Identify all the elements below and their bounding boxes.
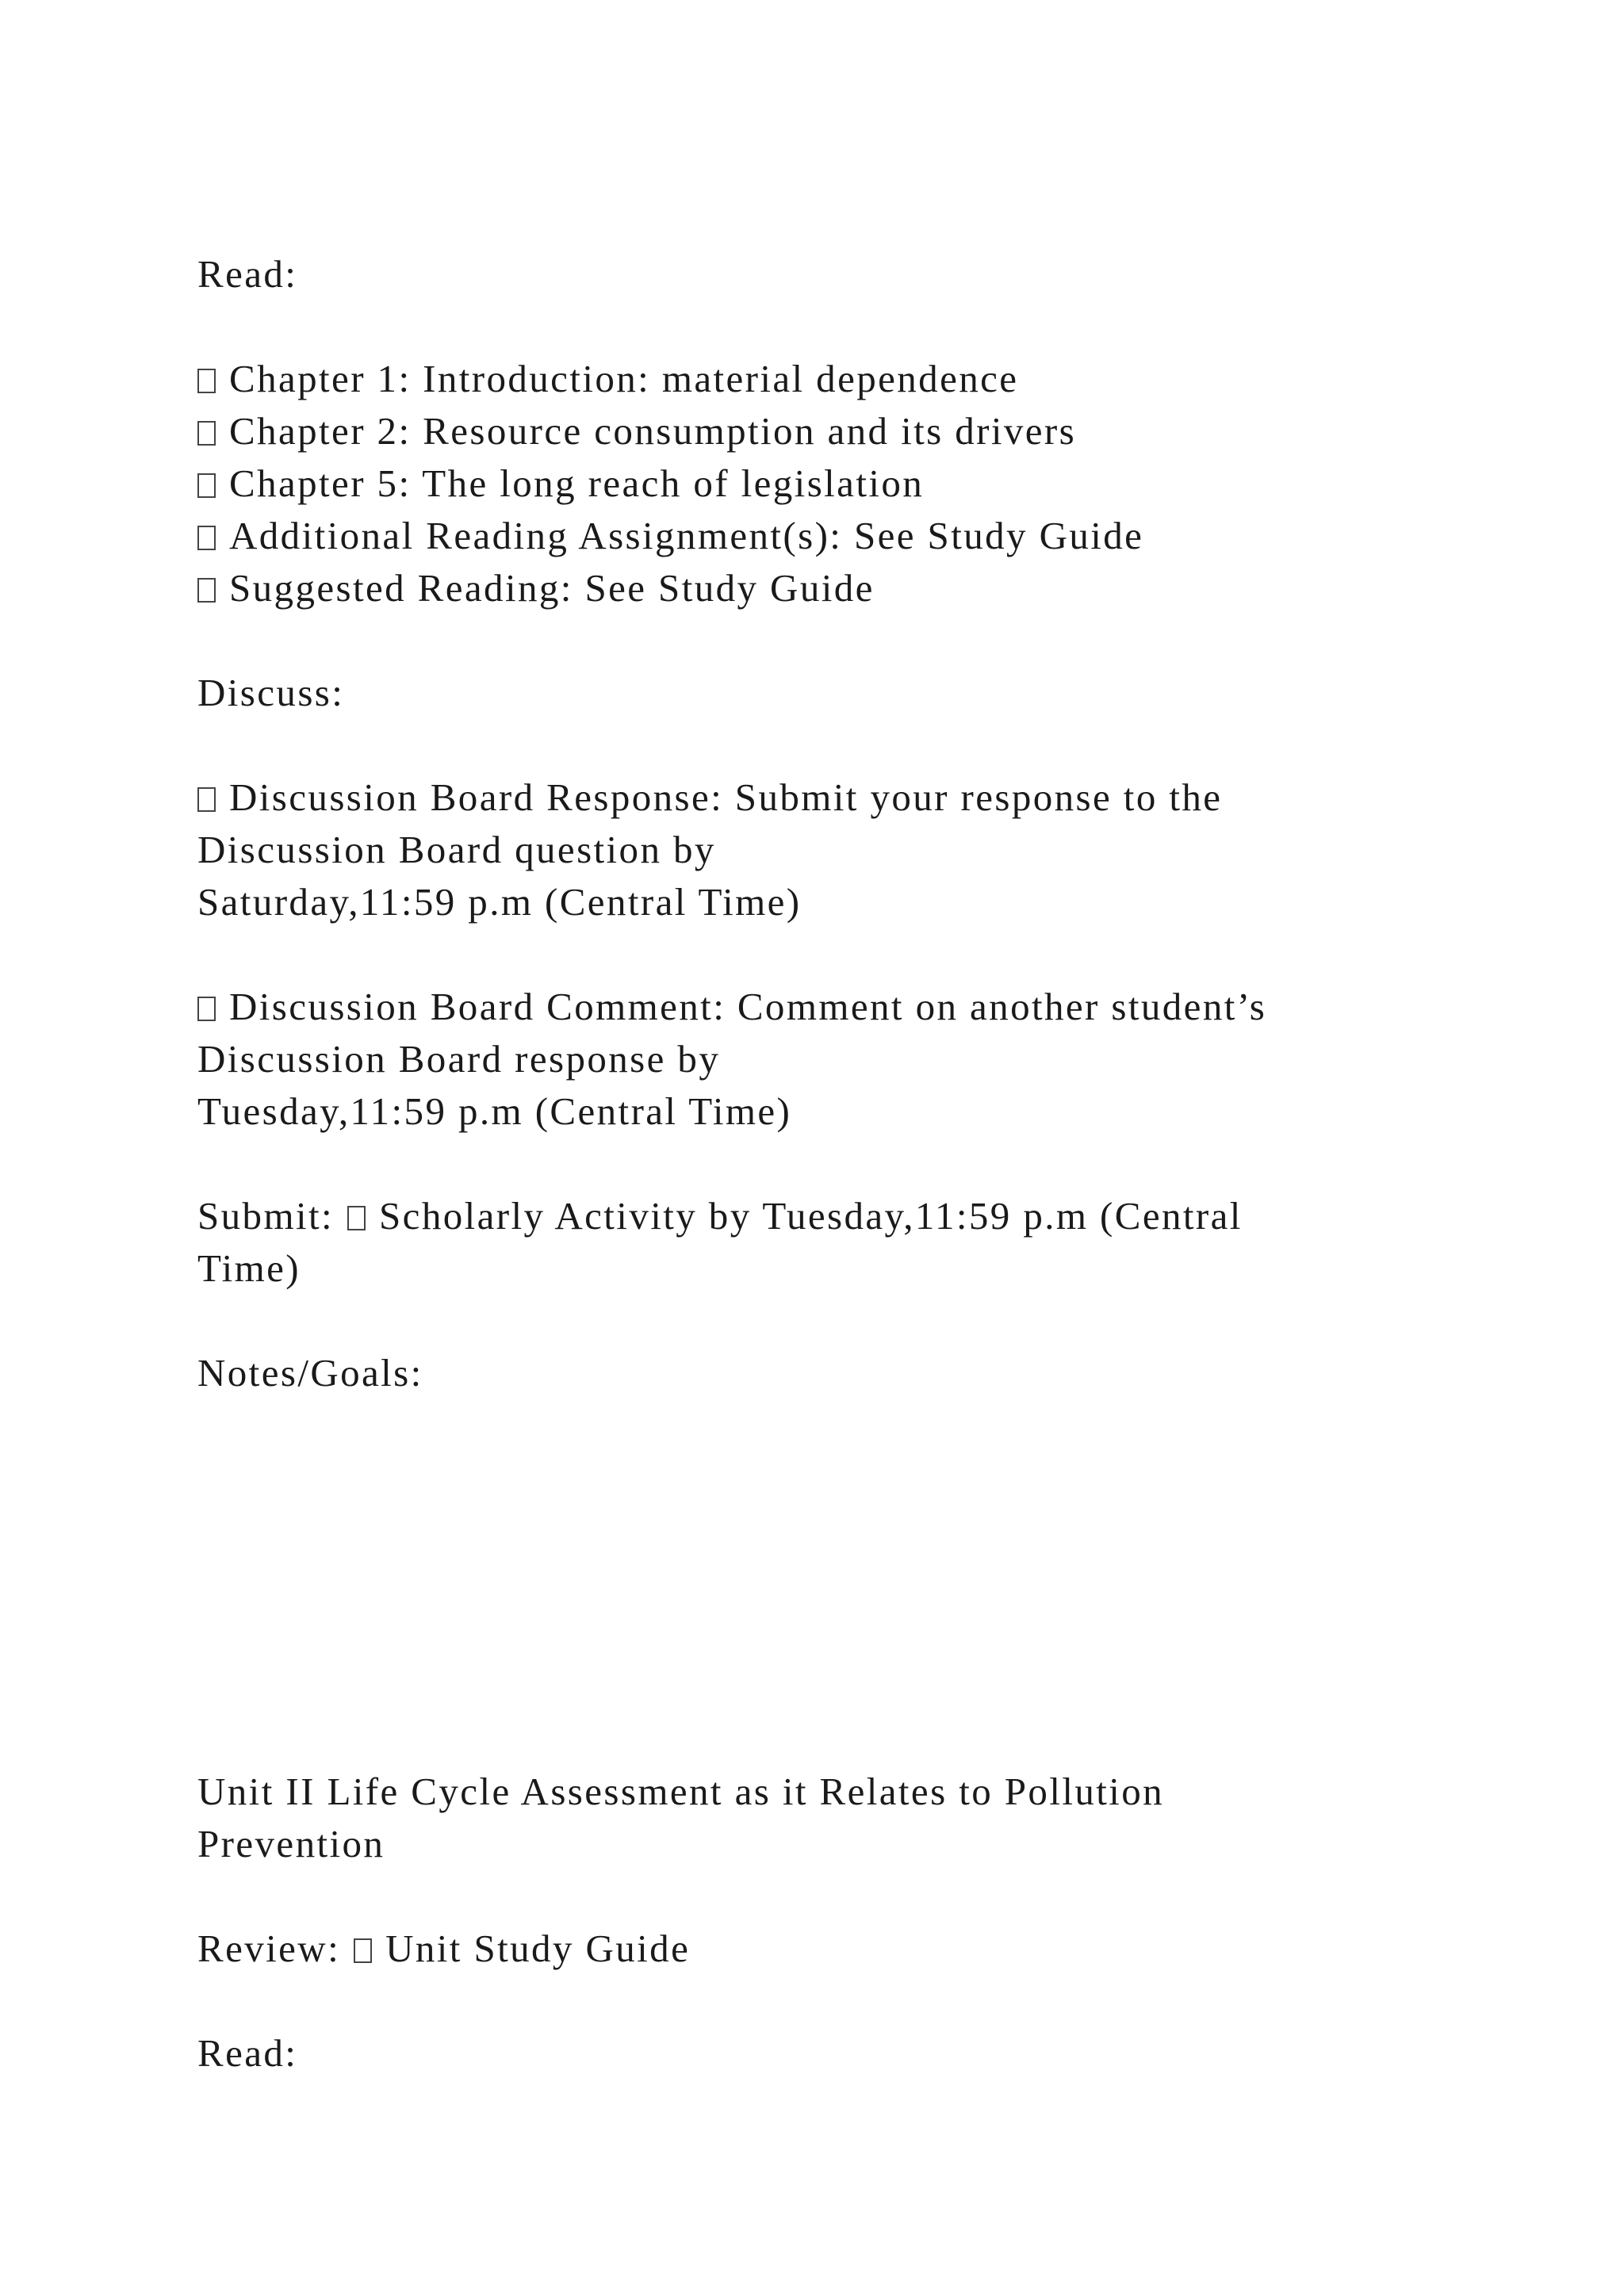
discuss-heading: Discuss: bbox=[197, 671, 345, 714]
bullet-icon bbox=[197, 787, 216, 812]
reading-item: Suggested Reading: See Study Guide bbox=[197, 562, 875, 614]
bullet-icon bbox=[354, 1938, 372, 1963]
discussion-comment-deadline: Tuesday,11:59 p.m (Central Time) bbox=[197, 1089, 792, 1133]
submit-line: Submit: Scholarly Activity by Tuesday,11:59 p.m (Central bbox=[197, 1194, 1243, 1238]
read-heading: Read: bbox=[197, 2031, 298, 2075]
bullet-icon bbox=[197, 997, 216, 1021]
read-heading: Read: bbox=[197, 252, 298, 296]
bullet-icon bbox=[197, 473, 216, 498]
notes-heading: Notes/Goals: bbox=[197, 1351, 423, 1395]
discussion-comment-line: Discussion Board response by bbox=[197, 1037, 721, 1081]
discussion-comment-line: Discussion Board Comment: Comment on another student’s bbox=[197, 981, 1266, 1033]
review-line: Review: Unit Study Guide bbox=[197, 1927, 691, 1970]
reading-item: Chapter 2: Resource consumption and its drivers bbox=[197, 405, 1076, 457]
reading-item: Additional Reading Assignment(s): See Study Guide bbox=[197, 510, 1143, 562]
discussion-response-deadline: Saturday,11:59 p.m (Central Time) bbox=[197, 880, 802, 924]
submit-label: Submit: bbox=[197, 1194, 335, 1238]
unit-title: Unit II Life Cycle Assessment as it Relates to Pollution bbox=[197, 1770, 1165, 1813]
bullet-icon bbox=[347, 1206, 366, 1230]
discussion-response-line: Discussion Board Response: Submit your response to the bbox=[197, 771, 1222, 824]
reading-item: Chapter 1: Introduction: material dependence bbox=[197, 353, 1018, 405]
bullet-icon bbox=[197, 578, 216, 603]
unit-title: Prevention bbox=[197, 1822, 385, 1866]
bullet-icon bbox=[197, 369, 216, 393]
bullet-icon bbox=[197, 421, 216, 446]
bullet-icon bbox=[197, 526, 216, 550]
reading-item: Chapter 5: The long reach of legislation bbox=[197, 457, 924, 510]
submit-line: Time) bbox=[197, 1246, 301, 1290]
discussion-response-line: Discussion Board question by bbox=[197, 828, 716, 871]
review-label: Review: bbox=[197, 1927, 341, 1970]
